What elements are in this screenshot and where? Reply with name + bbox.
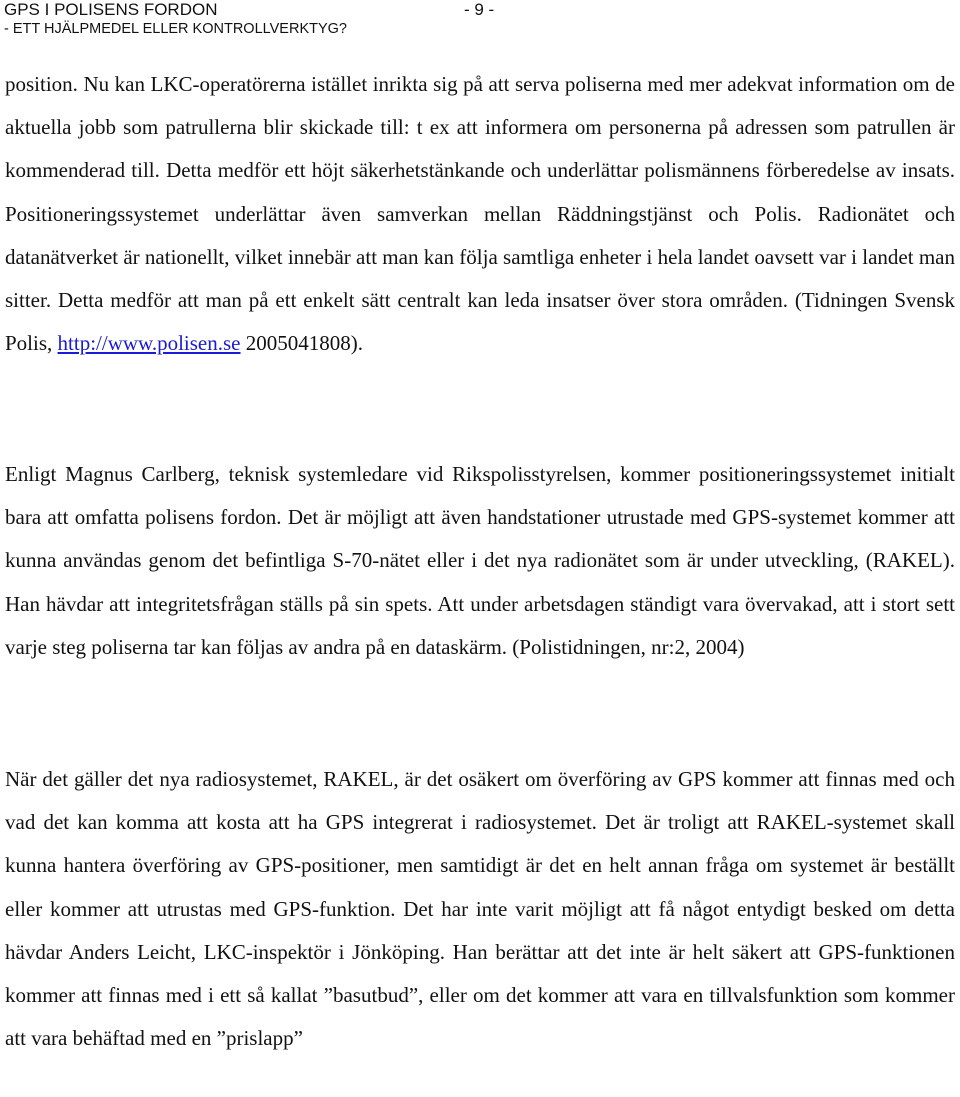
paragraph-1-text: position. Nu kan LKC-operatörerna istället inrikta sig på att serva poliserna med mer adekvat information om de aktuella jobb som patrullerna blir skickade till: t ex att informera om personerna på adressen som patrullen är kommenderad till. Detta medför ett höjt säkerhetstänkande och underlättar polismännens förberedelse av insats. Positioneringssystemet underlättar även samverkan mellan Räddningstjänst och Polis. Radionätet och datanätverket är nationellt, vilket innebär att man kan följa samtliga enheter i hela landet oavsett var i landet man sitter. Detta medför att man på ett enkelt sätt centralt kan leda insatser över stora områden. (Tidningen Svensk Polis, bbox=[5, 72, 955, 356]
header-subtitle: - ETT HJÄLPMEDEL ELLER KONTROLLVERKTYG? bbox=[4, 21, 347, 37]
paragraph-2: Enligt Magnus Carlberg, teknisk systemledare vid Rikspolisstyrelsen, kommer positioneringssystemet initialt bara att omfatta polisens fordon. Det är möjligt att även handstationer utrustade med GPS-systemet kommer att kunna användas genom det befintliga S-70-nätet eller i det nya radionätet som är under utveckling, (RAKEL). Han hävdar att integritetsfrågan ställs på sin spets. Att under arbetsdagen ständigt vara övervakad, att i stort sett varje steg poliserna tar kan följas av andra på en dataskärm. (Polistidningen, nr:2, 2004) bbox=[5, 462, 955, 659]
paragraph-1 bbox=[5, 63, 955, 365]
paragraph-1-citation: 2005041808). bbox=[240, 331, 363, 356]
polisen-link[interactable]: http://www.polisen.se bbox=[57, 331, 241, 356]
paragraph-3: När det gäller det nya radiosystemet, RAKEL, är det osäkert om överföring av GPS kommer att finnas med och vad det kan komma att kosta att ha GPS integrerat i radiosystemet. Det är troligt att RAKEL-systemet skall kunna hantera överföring av GPS-positioner, men samtidigt är det en helt annan fråga om systemet är beställt eller kommer att utrustas med GPS-funktion. Det har inte varit möjligt att få något entydigt besked om detta hävdar Anders Leicht, LKC-inspektör i Jönköping. Han berättar att det inte är helt säkert att GPS-funktionen kommer att finnas med i ett så kallat ”basutbud”, eller om det kommer att vara en tillvalsfunktion som kommer att vara behäftad med en ”prislapp” bbox=[5, 767, 955, 1051]
page-number: - 9 - bbox=[464, 0, 495, 19]
header-top-line bbox=[4, 0, 954, 20]
page-header bbox=[4, 0, 954, 38]
header-title: GPS I POLISENS FORDON bbox=[4, 0, 218, 19]
